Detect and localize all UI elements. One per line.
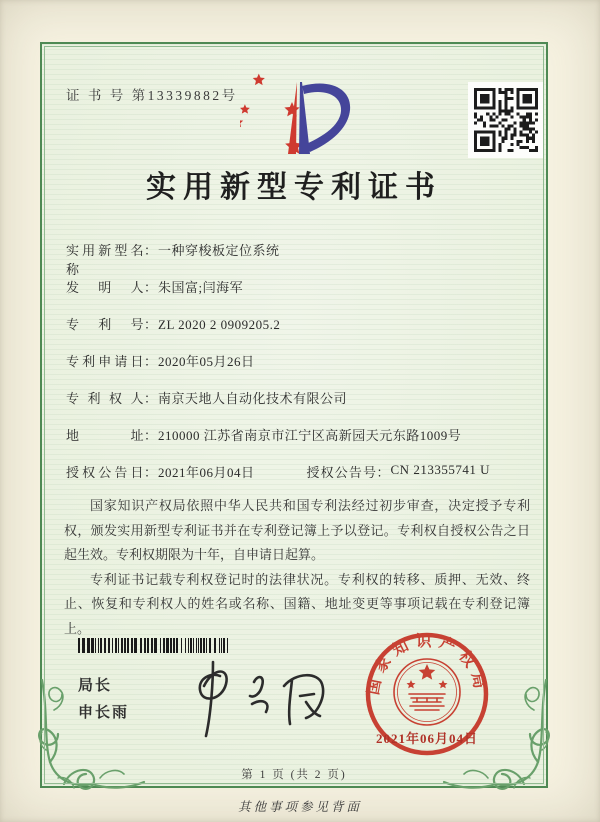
- field-colon: ：: [144, 465, 158, 480]
- certificate-body: [40, 42, 548, 788]
- field-row-patent-no: [66, 314, 528, 333]
- legal-paragraph-1: 国家知识产权局依照中华人民共和国专利法经过初步审查，决定授予专利权，颁发实用新型专利证书并在专利登记簿上予以登记。专利权自授权公告之日起生效。专利权期限为十年，自申请日起算。: [64, 498, 530, 562]
- seal-date: 2021年06月04日: [375, 731, 478, 746]
- field-label: 专利申请日: [66, 354, 144, 369]
- field-colon: ：: [376, 465, 391, 480]
- barcode-graphic: [78, 638, 230, 653]
- field-row-address: [66, 425, 528, 444]
- field-row-name: [66, 240, 528, 277]
- field-label: 实用新型名称: [66, 243, 144, 277]
- svg-text:国家知识产权局: [363, 632, 490, 696]
- field-label: 授权公告号: [306, 465, 377, 480]
- qr-code-graphic: [468, 82, 544, 158]
- field-value: 朱国富;闫海军: [158, 280, 244, 295]
- legal-text: [64, 494, 530, 641]
- seal-ring-text: 国家知识产权局: [365, 632, 489, 697]
- cnipa-logo-graphic: [240, 72, 364, 168]
- field-value: ZL 2020 2 0909205.2: [158, 317, 281, 332]
- field-value: 210000 江苏省南京市江宁区高新园天元东路1009号: [158, 428, 462, 443]
- field-row-filing-date: [66, 351, 528, 370]
- field-value: 一种穿梭板定位系统: [158, 243, 280, 258]
- page-number: 第 1 页 (共 2 页): [241, 769, 347, 781]
- certificate-number: 证 书 号 第13339882号: [66, 88, 238, 103]
- grant-number-group: [307, 462, 490, 481]
- signature-graphic: [168, 652, 338, 752]
- field-colon: ：: [144, 354, 158, 369]
- field-label: 发明人: [66, 280, 144, 295]
- field-list: [66, 240, 528, 499]
- field-label: 专利号: [66, 317, 144, 332]
- field-value: 2020年05月26日: [158, 354, 255, 369]
- field-colon: ：: [144, 428, 158, 443]
- cnipa-logo-icon: [240, 72, 364, 168]
- field-colon: ：: [144, 243, 158, 258]
- field-label: 专利权人: [66, 391, 144, 406]
- certificate-title: 实用新型专利证书: [146, 171, 442, 204]
- qr-code: [468, 82, 544, 158]
- field-row-grant: [66, 462, 528, 481]
- signer-name: 申长雨: [78, 704, 130, 721]
- field-colon: ：: [144, 280, 158, 295]
- field-label: 授权公告日: [66, 465, 144, 480]
- signature-handwriting: [168, 652, 338, 752]
- field-colon: ：: [144, 391, 158, 406]
- field-row-inventor: [66, 277, 528, 296]
- field-label: 地址: [66, 428, 144, 443]
- legal-paragraph-2: 专利证书记载专利权登记时的法律状况。专利权的转移、质押、无效、终止、恢复和专利权人的姓名或名称、国籍、地址变更等事项记载在专利登记簿上。: [64, 571, 530, 636]
- back-note: 其他事项参见背面: [237, 800, 362, 814]
- barcode: [78, 638, 230, 653]
- signer-title: 局长: [78, 677, 113, 694]
- field-value: 2021年06月04日: [158, 465, 255, 480]
- field-colon: ：: [144, 317, 158, 332]
- field-value: CN 213355741 U: [390, 462, 490, 477]
- field-row-patentee: [66, 388, 528, 407]
- field-value: 南京天地人自动化技术有限公司: [158, 391, 348, 406]
